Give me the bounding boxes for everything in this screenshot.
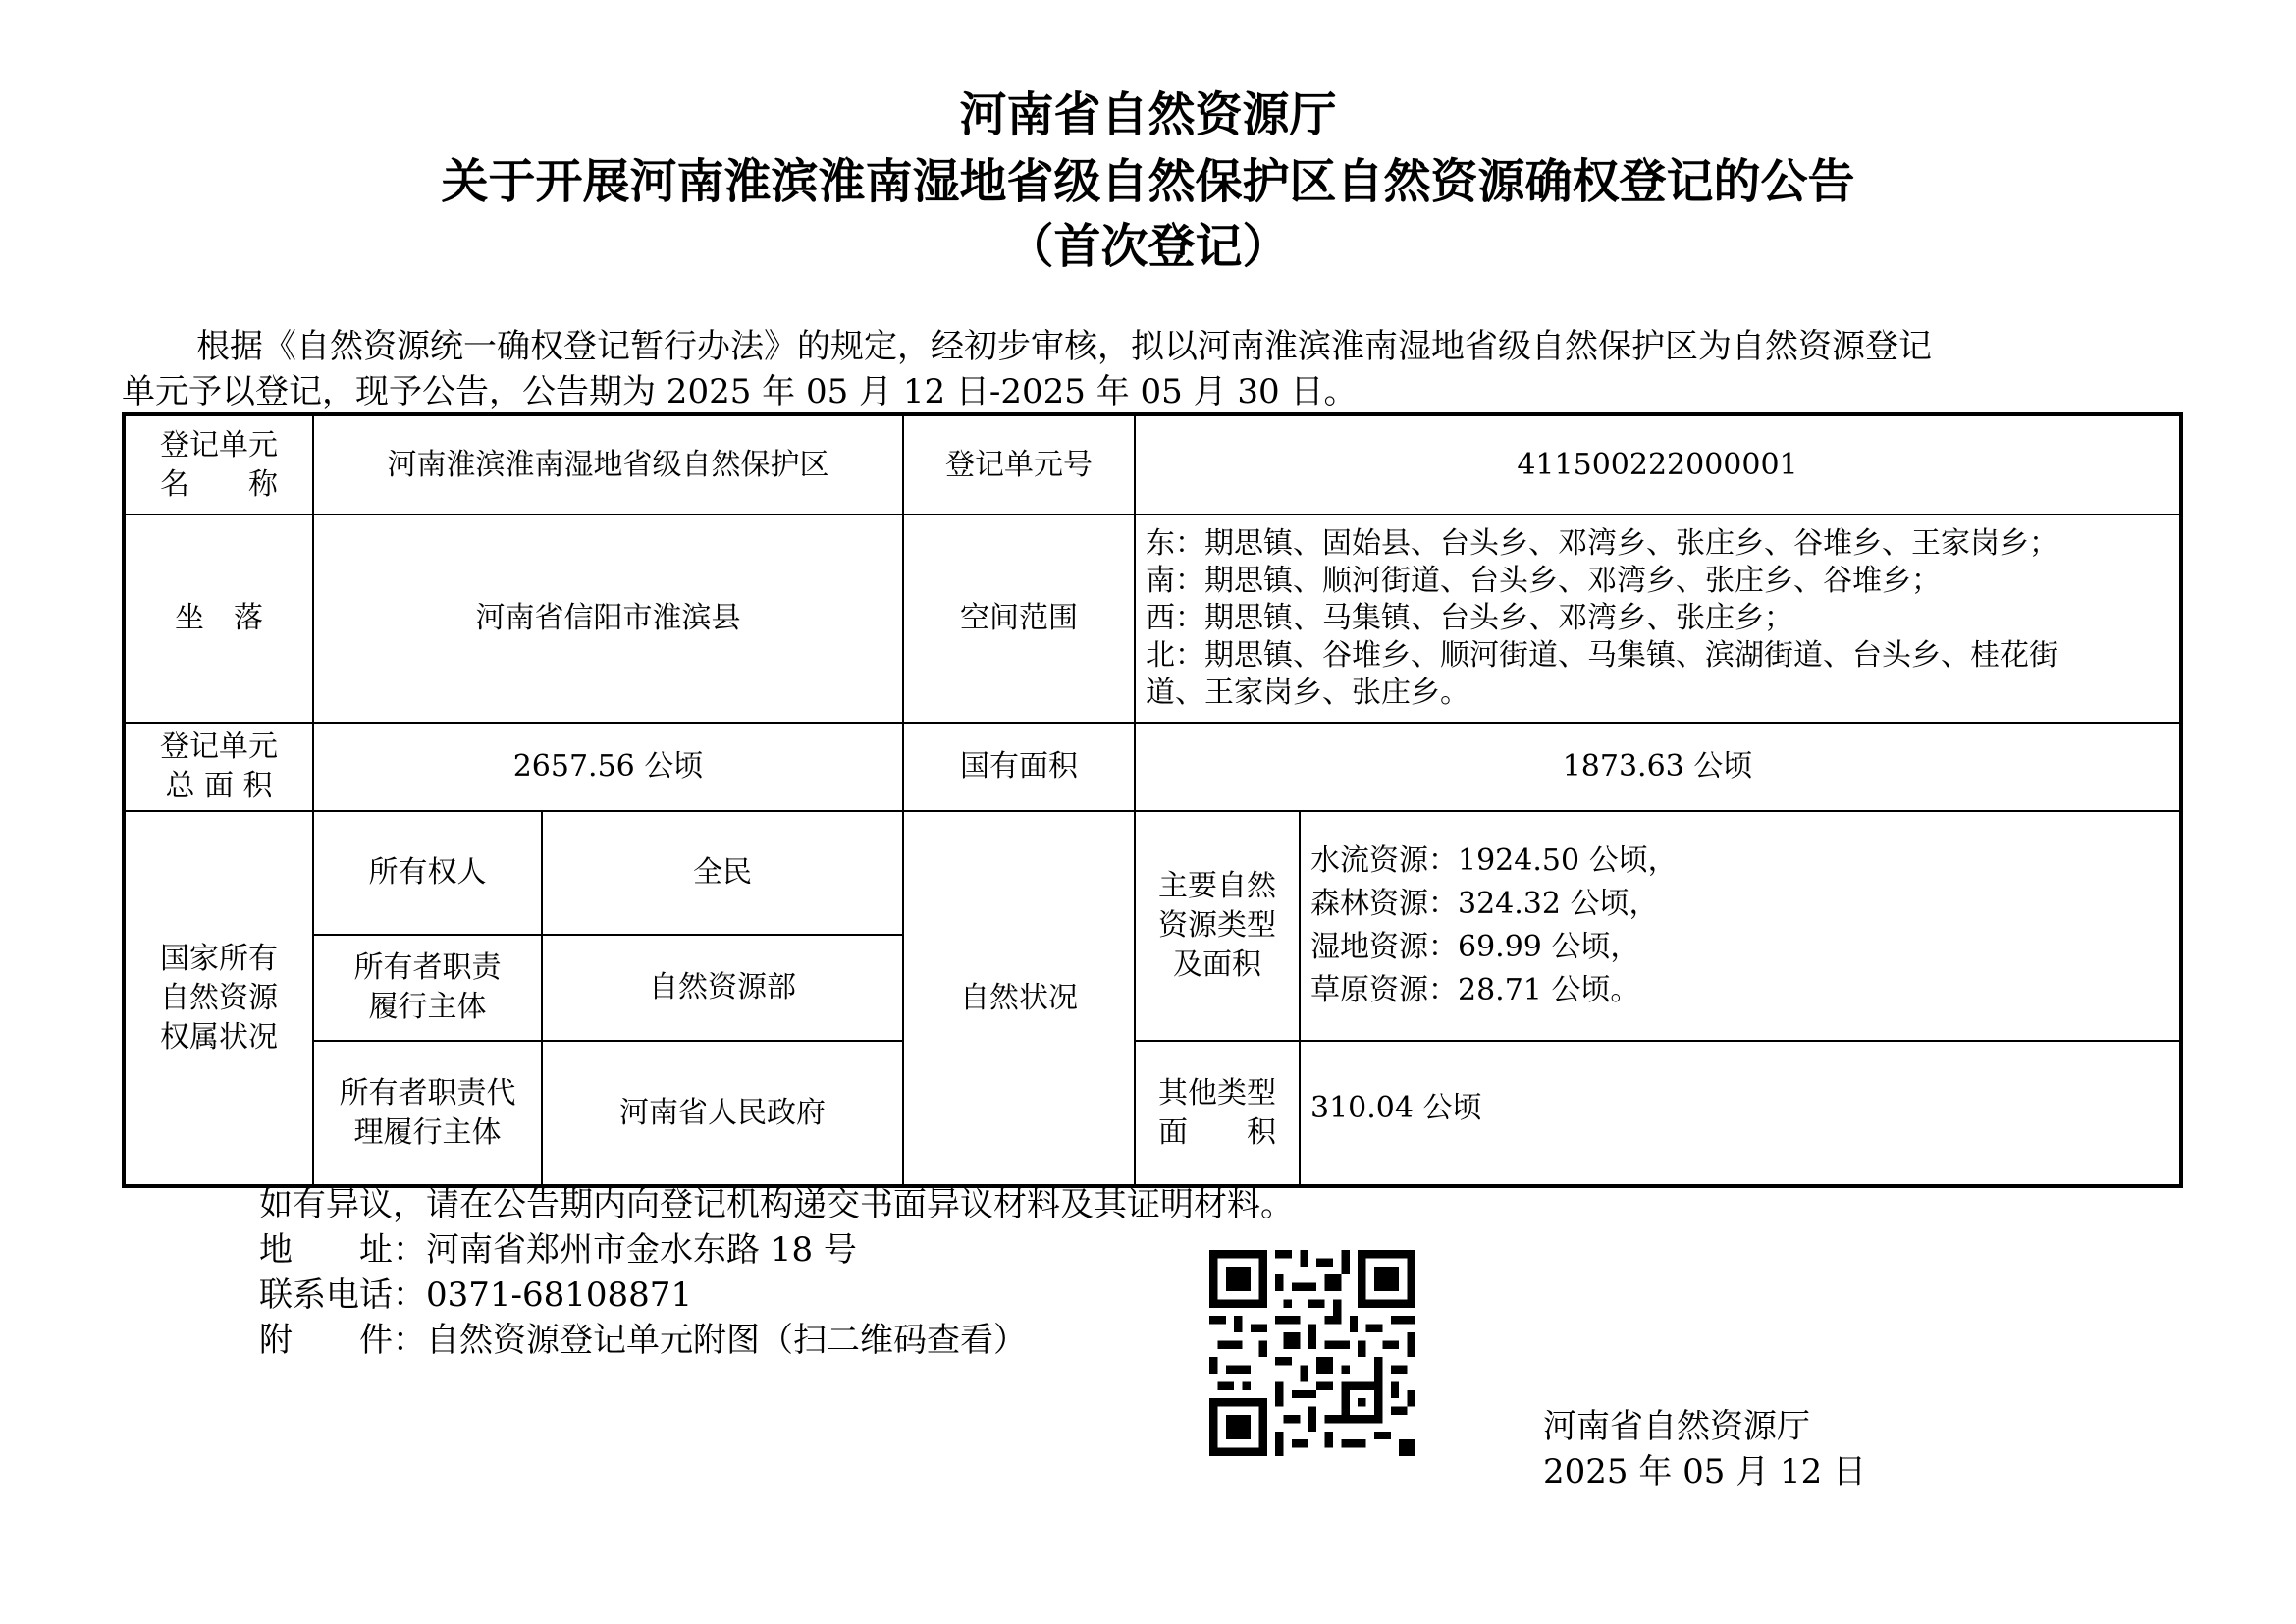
phone-line: 联系电话：0371-68108871	[259, 1275, 693, 1315]
owner-value: 全民	[542, 811, 903, 935]
duty-value: 自然资源部	[542, 935, 903, 1041]
address-line: 地 址：河南省郑州市金水东路 18 号	[259, 1230, 857, 1270]
main-resource-label: 主要自然 资源类型 及面积	[1135, 811, 1300, 1041]
total-area-label: 登记单元 总 面 积	[124, 723, 313, 811]
issuer-name: 河南省自然资源厅	[1543, 1407, 1810, 1446]
table-row	[124, 811, 2181, 935]
title-line-2: 关于开展河南淮滨淮南湿地省级自然保护区自然资源确权登记的公告	[441, 154, 1855, 209]
state-area-label: 国有面积	[903, 723, 1135, 811]
table-row	[124, 414, 2181, 514]
duty-label: 所有者职责 履行主体	[313, 935, 542, 1041]
agent-label: 所有者职责代 理履行主体	[313, 1041, 542, 1186]
intro-line-2: 单元予以登记，现予公告，公告期为 2025 年 05 月 12 日-2025 年 05 月 30 日。	[122, 372, 1358, 411]
total-area-value: 2657.56 公顷	[313, 723, 903, 811]
location-label: 坐 落	[124, 514, 313, 723]
other-type-label: 其他类型 面 积	[1135, 1041, 1300, 1186]
title-line-3: （首次登记）	[1006, 219, 1290, 274]
state-area-value: 1873.63 公顷	[1135, 723, 2181, 811]
unit-no-value: 411500222000001	[1135, 414, 2181, 514]
unit-no-label: 登记单元号	[903, 414, 1135, 514]
main-resource-value: 水流资源：1924.50 公顷， 森林资源：324.32 公顷， 湿地资源：69.99 公顷， 草原资源：28.71 公顷。	[1300, 811, 2181, 1041]
scope-value: 东：期思镇、固始县、台头乡、邓湾乡、张庄乡、谷堆乡、王家岗乡； 南：期思镇、顺河街道、台头乡、邓湾乡、张庄乡、谷堆乡； 西：期思镇、马集镇、台头乡、邓湾乡、张庄乡； 北：期思镇、谷堆乡、顺河街道、马集镇、滨湖街道、台头乡、桂花街 道、王家岗乡、张庄乡。	[1135, 514, 2181, 723]
table-row	[124, 1041, 2181, 1186]
table-row	[124, 723, 2181, 811]
ownership-label: 国家所有 自然资源 权属状况	[124, 811, 313, 1186]
nature-label: 自然状况	[903, 811, 1135, 1186]
issue-date: 2025 年 05 月 12 日	[1543, 1452, 1867, 1491]
owner-label: 所有权人	[313, 811, 542, 935]
qr-code-icon[interactable]	[1209, 1250, 1415, 1456]
scope-label: 空间范围	[903, 514, 1135, 723]
agent-value: 河南省人民政府	[542, 1041, 903, 1186]
location-value: 河南省信阳市淮滨县	[313, 514, 903, 723]
title-line-1: 河南省自然资源厅	[959, 87, 1337, 142]
attachment-line: 附 件：自然资源登记单元附图（扫二维码查看）	[259, 1321, 1027, 1360]
objection-note: 如有异议，请在公告期内向登记机构递交书面异议材料及其证明材料。	[259, 1185, 1294, 1224]
registration-table	[122, 412, 2183, 1188]
table-row	[124, 514, 2181, 723]
unit-name-value: 河南淮滨淮南湿地省级自然保护区	[313, 414, 903, 514]
other-type-value: 310.04 公顷	[1300, 1041, 2181, 1186]
intro-line-1: 根据《自然资源统一确权登记暂行办法》的规定，经初步审核，拟以河南淮滨淮南湿地省级自然保护区为自然资源登记	[196, 327, 1932, 366]
unit-name-label: 登记单元 名 称	[124, 414, 313, 514]
